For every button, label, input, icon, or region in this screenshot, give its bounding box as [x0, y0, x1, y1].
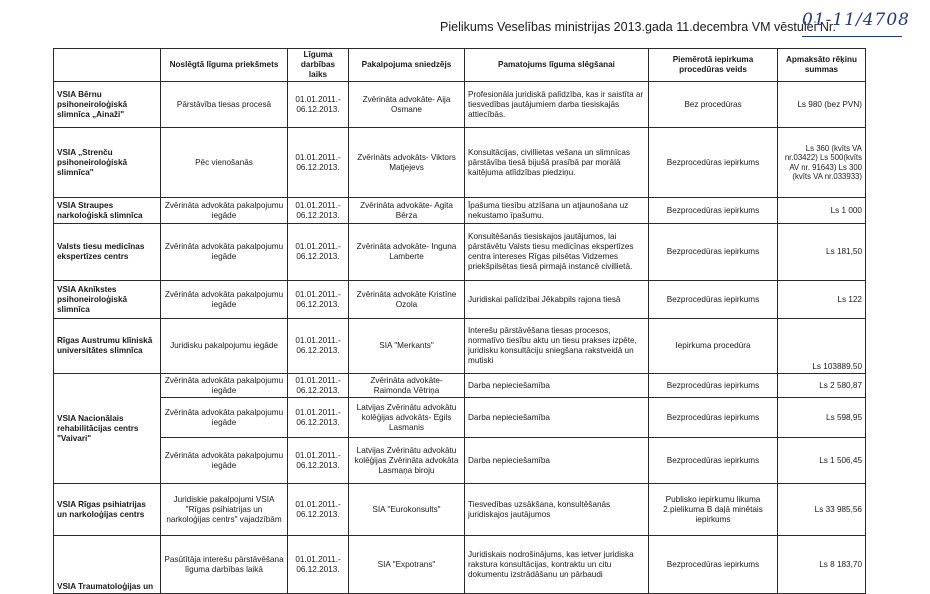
provider-cell: Latvijas Zvērinātu advokātu kolēģijas advokāts- Egils Lasmanis [349, 398, 465, 438]
provider-cell: Zvērināts advokāts- Viktors Matjejevs [349, 128, 465, 198]
provider-cell: SIA "Expotrans" [349, 536, 465, 594]
provider-cell: Zvērināta advokāte- Agita Bērza [349, 198, 465, 224]
period-cell: 01.01.2011.- 06.12.2013. [288, 398, 349, 438]
table-row [54, 82, 866, 128]
handwritten-reference-number: 01-11/4708 [802, 10, 910, 30]
provider-cell: Latvijas Zvērinātu advokātu kolēģijas Zvērināta advokāta Lasmaņa biroju [349, 438, 465, 484]
amount-cell: Ls 8 183,70 [778, 536, 866, 594]
subject-cell: Zvērināta advokāta pakalpojumu iegāde [161, 281, 288, 319]
column-header-provider: Pakalpojuma sniedzējs [349, 49, 465, 82]
table-row [54, 398, 866, 438]
table-row [54, 374, 866, 398]
provider-cell: Zvērināta advokāte- Inguna Lamberte [349, 224, 465, 281]
procedure-cell: Bezprocedūras iepirkums [649, 536, 778, 594]
reason-cell: Konsultācijas, civillietas vešana un slimnīcas pārstāvība tiesā bijušā prasībā par morālā kaitējuma atlīdzības piedziņu. [465, 128, 649, 198]
subject-cell: Zvērināta advokāta pakalpojumu iegāde [161, 198, 288, 224]
column-header-period: Līguma darbības laiks [288, 49, 349, 82]
table-row [54, 224, 866, 281]
reason-cell: Konsultēšanās tiesiskajos jautājumos, lai pārstāvētu Valsts tiesu medicīnas ekspertīzes centra intereses Rīgas pilsētas Vidzemes priekšpilsētas tiesā pirmajā instancē civillietā. [465, 224, 649, 281]
column-header-procedure: Piemērotā iepirkuma procedūras veids [649, 49, 778, 82]
period-cell: 01.01.2011.- 06.12.2013. [288, 82, 349, 128]
procedure-cell: Bezprocedūras iepirkums [649, 224, 778, 281]
subject-cell: Pārstāvība tiesas procesā [161, 82, 288, 128]
table-row [54, 536, 866, 594]
subject-cell: Pēc vienošanās [161, 128, 288, 198]
table-row [54, 319, 866, 374]
subject-cell: Zvērināta advokāta pakalpojumu iegāde [161, 374, 288, 398]
reason-cell: Darba nepieciešamība [465, 438, 649, 484]
reference-underline [802, 36, 902, 37]
organization-cell: VSIA Bērnu psihoneiroloģiskā slimnīca „Ainaži" [54, 82, 161, 128]
table-row [54, 484, 866, 536]
subject-cell: Zvērināta advokāta pakalpojumu iegāde [161, 438, 288, 484]
period-cell: 01.01.2011.- 06.12.2013. [288, 224, 349, 281]
amount-cell: Ls 360 (kvīts VA nr.03422) Ls 500(kvīts AV nr. 91643) Ls 300 (kvīts VA nr.033933) [778, 128, 866, 198]
procedure-cell: Bezprocedūras iepirkums [649, 398, 778, 438]
reason-cell: Profesionāla juridiskā palīdzība, kas ir saistīta ar tiesvedības jautājumiem darba tiesiskajās attiecībās. [465, 82, 649, 128]
amount-cell: Ls 980 (bez PVN) [778, 82, 866, 128]
provider-cell: Zvērināta advokāte- Aija Osmane [349, 82, 465, 128]
procedure-cell: Bezprocedūras iepirkums [649, 198, 778, 224]
organization-cell: VSIA Aknīkstes psihoneiroloģiskā slimnīca [54, 281, 161, 319]
period-cell: 01.01.2011.- 06.12.2013. [288, 281, 349, 319]
provider-cell: SIA "Merkants" [349, 319, 465, 374]
procedure-cell: Bezprocedūras iepirkums [649, 128, 778, 198]
amount-cell: Ls 33 985,56 [778, 484, 866, 536]
organization-cell: VSIA „Strenču psihoneiroloģiskā slimnīca" [54, 128, 161, 198]
reason-cell: Juridiskai palīdzībai Jēkabpils rajona tiesā [465, 281, 649, 319]
reason-cell: Īpašuma tiesību atzīšana un atjaunošana uz nekustamo īpašumu. [465, 198, 649, 224]
organization-cell: Valsts tiesu medicīnas ekspertīzes centrs [54, 224, 161, 281]
reason-cell: Tiesvedības uzsākšana, konsultēšanās juridiskajos jautājumos [465, 484, 649, 536]
procedure-cell: Publisko iepirkumu likuma 2.pielikuma B daļā minētais iepirkums [649, 484, 778, 536]
period-cell: 01.01.2011.- 06.12.2013. [288, 128, 349, 198]
contracts-table [53, 48, 866, 594]
amount-cell: Ls 122 [778, 281, 866, 319]
provider-cell: Zvērināta advokāte Kristīne Ozola [349, 281, 465, 319]
subject-cell: Zvērināta advokāta pakalpojumu iegāde [161, 398, 288, 438]
amount-cell: Ls 598,95 [778, 398, 866, 438]
provider-cell: Zvērināta advokāte- Raimonda Vētriņa [349, 374, 465, 398]
amount-cell: Ls 181,50 [778, 224, 866, 281]
subject-cell: Juridiskie pakalpojumi VSIA "Rīgas psihiatrijas un narkoloģijas centrs" vajadzībām [161, 484, 288, 536]
amount-cell: Ls 1 000 [778, 198, 866, 224]
period-cell: 01.01.2011.- 06.12.2013. [288, 536, 349, 594]
period-cell: 01.01.2011.- 06.12.2013. [288, 484, 349, 536]
reason-cell: Darba nepieciešamība [465, 398, 649, 438]
column-header-organization [54, 49, 161, 82]
period-cell: 01.01.2011.- 06.12.2013. [288, 198, 349, 224]
reason-cell: Interešu pārstāvēšana tiesas procesos, normatīvo tiesību aktu un tiesu prakses izpēte, juridisku konsultāciju sniegšana rakstveidā un mutiski [465, 319, 649, 374]
provider-cell: SIA "Eurokonsults" [349, 484, 465, 536]
procedure-cell: Bezprocedūras iepirkums [649, 374, 778, 398]
procedure-cell: Bezprocedūras iepirkums [649, 438, 778, 484]
procedure-cell: Bezprocedūras iepirkums [649, 281, 778, 319]
table-row [54, 281, 866, 319]
subject-cell: Juridisku pakalpojumu iegāde [161, 319, 288, 374]
document-header [440, 10, 920, 44]
table-row [54, 438, 866, 484]
reason-cell: Juridiskais nodrošinājums, kas ietver juridiska rakstura konsultācijas, kontraktu un citu dokumentu izstrādāšanu un pārbaudi [465, 536, 649, 594]
amount-cell: Ls 2 580,87 [778, 374, 866, 398]
period-cell: 01.01.2011.- 06.12.2013. [288, 319, 349, 374]
table-row [54, 128, 866, 198]
amount-cell: Ls 1 506,45 [778, 438, 866, 484]
organization-cell: VSIA Rīgas psihiatrijas un narkoloģijas centrs [54, 484, 161, 536]
period-cell: 01.01.2011.- 06.12.2013. [288, 438, 349, 484]
table-header-row [54, 49, 866, 82]
amount-cell: Ls 103889.50 [778, 319, 866, 374]
procedure-cell: Iepirkuma procedūra [649, 319, 778, 374]
reason-cell: Darba nepieciešamība [465, 374, 649, 398]
document-title: Pielikums Veselības ministrijas 2013.gada 11.decembra VM vēstulei Nr. [440, 20, 836, 34]
column-header-subject: Noslēgtā līguma priekšmets [161, 49, 288, 82]
organization-cell: Rīgas Austrumu klīniskā universitātes slimnīca [54, 319, 161, 374]
period-cell: 01.01.2011.- 06.12.2013. [288, 374, 349, 398]
procedure-cell: Bez procedūras [649, 82, 778, 128]
organization-cell: VSIA Traumatoloģijas un [54, 536, 161, 594]
subject-cell: Pasūtītāja interešu pārstāvēšana līguma darbības laikā [161, 536, 288, 594]
column-header-amount: Apmaksāto rēķinu summas [778, 49, 866, 82]
organization-cell: VSIA Nacionālais rehabilitācijas centrs "Vaivari" [54, 374, 161, 484]
subject-cell: Zvērināta advokāta pakalpojumu iegāde [161, 224, 288, 281]
table-row [54, 198, 866, 224]
organization-cell: VSIA Straupes narkoloģiskā slimnīca [54, 198, 161, 224]
column-header-reason: Pamatojums līguma slēgšanai [465, 49, 649, 82]
